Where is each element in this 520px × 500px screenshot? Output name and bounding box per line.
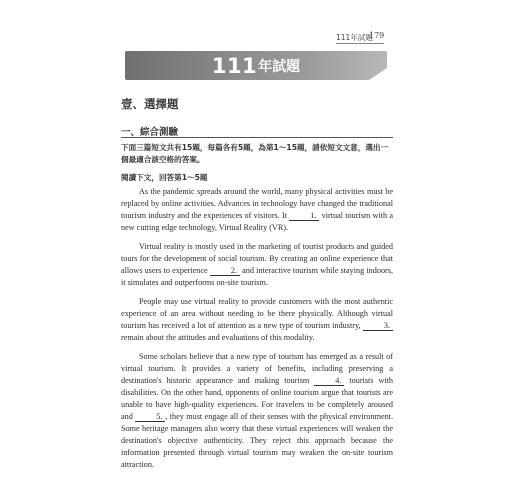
subsection-rule — [121, 137, 393, 138]
blank-3: 3. — [363, 321, 393, 331]
blank-5: 5. — [135, 412, 165, 422]
paragraph-1-text-a: As the pandemic spreads around the world, many physical activities must be replaced by online activities. Advances in technology have changed the traditional tourism industry and the experiences of visitors. It — [121, 187, 393, 221]
banner-year: 111 — [211, 53, 258, 78]
blank-4: 4. — [314, 376, 344, 386]
paragraph-3-text-a: People may use virtual reality to provide customers with the most authentic experience of an area without needing to be there physically. Although virtual tourism has received a lot of attention as a new type of tourism industry, — [121, 296, 393, 330]
instructions-text: 下面三篇短文共有15題，每篇各有5題，為第1～15題，請依短文文意，選出一個最適合該空格的答案。 — [121, 143, 389, 164]
reading-passage — [121, 186, 393, 478]
paragraph-1-text-b: virtual tourism with a new cutting edge technology, Virtual Reality (VR). — [121, 211, 393, 233]
running-head-rule — [336, 43, 384, 44]
banner-word: 年試題 — [258, 58, 301, 75]
passage-paragraph-2 — [121, 241, 393, 289]
section-heading: 壹、選擇題 — [121, 97, 179, 111]
paragraph-3-text-b: remain about the attitudes and evaluations of this modality. — [121, 333, 315, 343]
blank-2: 2. — [210, 266, 240, 276]
running-head — [0, 0, 520, 42]
running-title: 111年試題 — [336, 33, 373, 42]
subsection-heading: 一、綜合測驗 — [121, 127, 179, 138]
banner-title — [125, 51, 387, 80]
blank-1: 1. — [289, 211, 319, 221]
paragraph-2-text-a: Virtual reality is mostly used in the marketing of tourist products and guided tours for the development of social tourism. By creating an online experience that allows users to experience — [121, 241, 393, 276]
passage-paragraph-1 — [121, 186, 393, 234]
reading-prompt: 閱讀下文，回答第1～5題 — [121, 173, 208, 182]
passage-paragraph-3 — [121, 296, 393, 344]
paragraph-4-text-c: , they must engage all of their senses with the physical environment. Some heritage managers also worry that these virtual experiences will weaken the destination's objective authenticity. They reject this approach because the information presented through virtual tourism may weaken the on-site tourism attraction. — [121, 412, 393, 470]
paragraph-2-text-b: and interactive tourism while staying indoors, it simulates and outperforms on-site tourism. — [121, 266, 393, 288]
paragraph-4-text-a: Some scholars believe that a new type of tourism has emerged as a result of virtual tourism. It provides a variety of benefits, including preserving a destination's historic appearance and making tourism — [121, 351, 393, 385]
chapter-banner — [125, 51, 387, 80]
paragraph-4-text-b: tourists with disabilities. On the other hand, opponents of online tourism argue that tourists are unable to have high-quality experiences. For travelers to be completely aroused and — [121, 375, 393, 422]
passage-paragraph-4 — [121, 351, 393, 472]
page-number: 179 — [369, 31, 385, 40]
